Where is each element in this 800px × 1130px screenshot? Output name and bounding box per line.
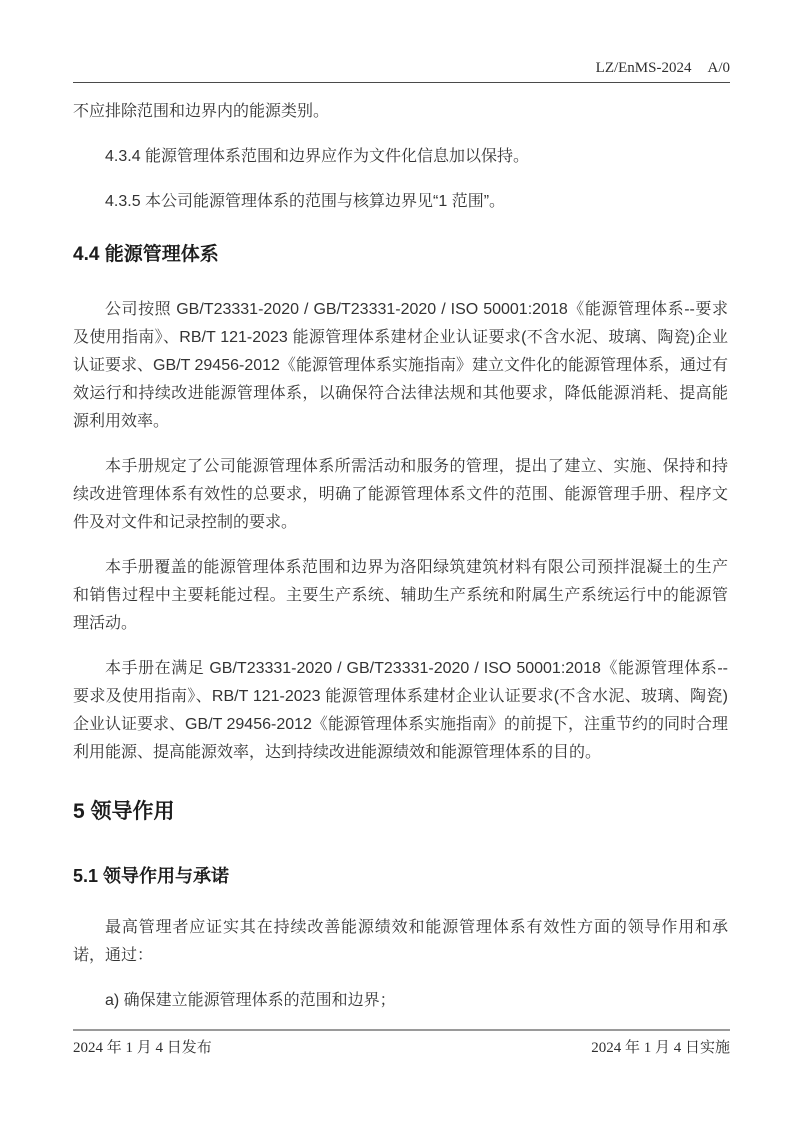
list-item-a: a) 确保建立能源管理体系的范围和边界； — [105, 992, 396, 1009]
doc-code: LZ/EnMS-2024 — [595, 60, 692, 76]
implement-date: 2024 年 1 月 4 日实施 — [591, 1040, 730, 1056]
release-date: 2024 年 1 月 4 日发布 — [73, 1040, 212, 1056]
heading-5-leadership: 5 领导作用 — [73, 800, 175, 823]
heading-5-1-leadership-commitment: 5.1 领导作用与承诺 — [73, 866, 230, 886]
clause-4-3-5: 4.3.5 本公司能源管理体系的范围与核算边界见“1 范围”。 — [105, 193, 506, 210]
page-header — [73, 58, 730, 83]
document-body — [73, 98, 728, 1032]
paragraph-manual-requirements: 本手册规定了公司能源管理体系所需活动和服务的管理，提出了建立、实施、保持和持续改进管理体系有效性的总要求，明确了能源管理体系文件的范围、能源管理手册、程序文件及对文件和记录控制的要求。 — [73, 458, 728, 531]
doc-revision: A/0 — [707, 60, 730, 76]
paragraph-purpose: 本手册在满足 GB/T23331-2020 / GB/T23331-2020 / ISO 50001:2018《能源管理体系--要求及使用指南》、RB/T 121-2023 能源管理体系建材企业认证要求(不含水泥、玻璃、陶瓷)企业认证要求、GB/T 29456-2012《能源管理体系实施指南》的前提下，注重节约的同时合理利用能源、提高能源效率，达到持续改进能源绩效和能源管理体系的目的。 — [73, 660, 728, 761]
paragraph-top-management: 最高管理者应证实其在持续改善能源绩效和能源管理体系有效性方面的领导作用和承诺，通过： — [73, 919, 728, 964]
paragraph-standards-basis: 公司按照 GB/T23331-2020 / GB/T23331-2020 / ISO 50001:2018《能源管理体系--要求及使用指南》、RB/T 121-2023 能源管理体系建材企业认证要求(不含水泥、玻璃、陶瓷)企业认证要求、GB/T 29456-2012《能源管理体系实施指南》建立文件化的能源管理体系，通过有效运行和持续改进能源管理体系，以确保符合法律法规和其他要求，降低能源消耗、提高能源利用效率。 — [73, 301, 728, 430]
paragraph-scope-note: 不应排除范围和边界内的能源类别。 — [73, 103, 330, 120]
heading-4-4-energy-management-system: 4.4 能源管理体系 — [73, 244, 219, 265]
page-footer — [73, 1029, 730, 1057]
clause-4-3-4: 4.3.4 能源管理体系范围和边界应作为文件化信息加以保持。 — [105, 148, 530, 165]
paragraph-coverage-boundary: 本手册覆盖的能源管理体系范围和边界为洛阳绿筑建筑材料有限公司预拌混凝土的生产和销售过程中主要耗能过程。主要生产系统、辅助生产系统和附属生产系统运行中的能源管理活动。 — [73, 559, 728, 632]
